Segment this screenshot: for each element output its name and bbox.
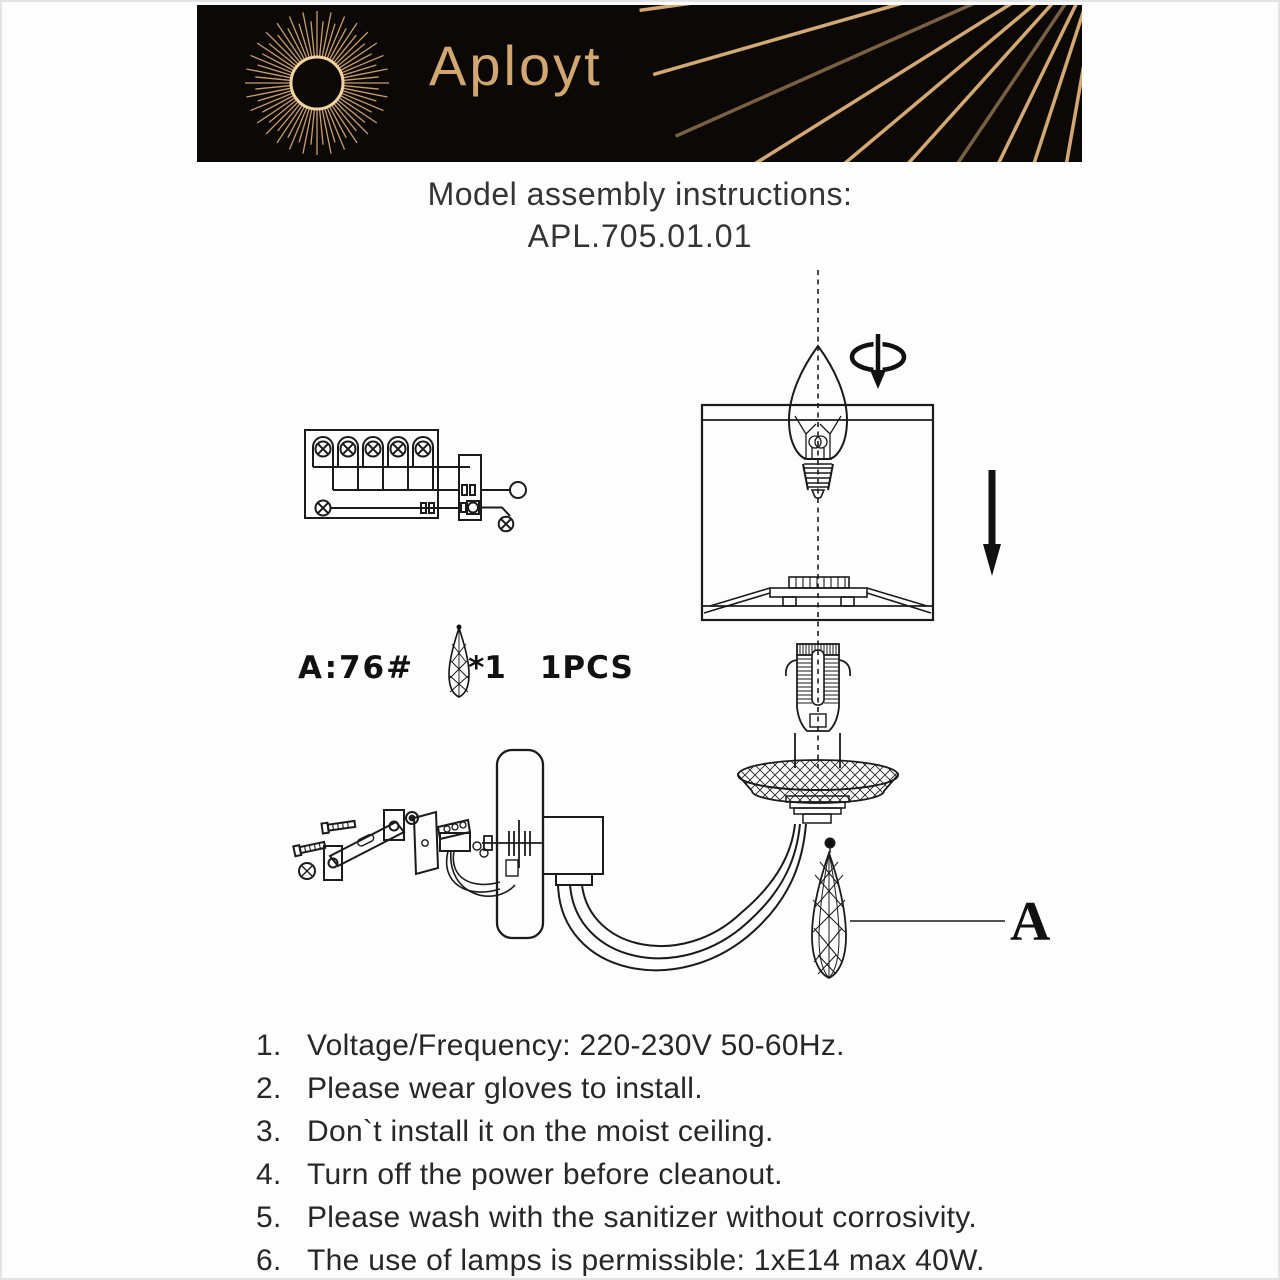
instruction-item [256,1196,1076,1239]
mounting-screw [293,840,325,856]
part-quantity: *1 [468,650,506,686]
connection-wires [447,851,515,896]
instruction-text: Turn off the power before cleanout. [307,1158,783,1191]
wall-mount-exploded-view [293,750,603,938]
through-bolt [482,820,543,876]
instruction-item [256,1110,1076,1153]
sconce-arm-drawing [558,824,835,970]
page-title: Model assembly instructions: [427,176,853,212]
instruction-number: 2. [256,1072,282,1105]
mounting-bracket [324,810,404,880]
brand-name: Aployt [429,34,603,97]
screw-head [299,863,315,879]
crystal-pendant-drawing [812,853,846,978]
instruction-item [256,1024,1076,1067]
wiring-schematic [305,430,526,531]
instruction-number: 6. [256,1244,282,1277]
instruction-text: Don`t install it on the moist ceiling. [307,1115,774,1148]
part-pcs-count: 1PCS [539,650,634,686]
terminal-block-symbol [459,455,481,520]
instructions-list [256,1024,1076,1280]
part-label-a: A [1010,891,1051,953]
instruction-text: Voltage/Frequency: 220-230V 50-60Hz. [307,1029,845,1062]
parts-list-line [298,618,634,698]
switch-symbol [510,482,526,498]
instruction-number: 1. [256,1029,282,1062]
mounting-screw [321,819,355,833]
instruction-item [256,1239,1076,1280]
instruction-text: Please wash with the sanitizer without corrosivity. [307,1201,978,1234]
rotate-arrow-icon [852,334,904,389]
instruction-number: 5. [256,1201,282,1234]
part-code: A:76# [298,650,415,686]
crystal-hook [826,839,835,848]
wall-plate [497,750,543,938]
instruction-item [256,1067,1076,1110]
wire-terminal-block [438,820,488,857]
lamp-symbols-row [313,437,433,467]
instruction-item [256,1153,1076,1196]
arm-junction-box [543,817,603,885]
lamp-symbol-output [499,517,514,532]
lamp-symbol-bottom [316,501,331,516]
crystal-bobeche-drawing [738,760,898,823]
down-arrow-icon [983,470,1001,576]
instruction-text: The use of lamps is permissible: 1xE14 max 40W. [307,1244,985,1277]
model-number: APL.705.01.01 [527,218,753,254]
instruction-text: Please wear gloves to install. [307,1072,703,1105]
instruction-number: 3. [256,1115,282,1148]
instruction-number: 4. [256,1158,282,1191]
